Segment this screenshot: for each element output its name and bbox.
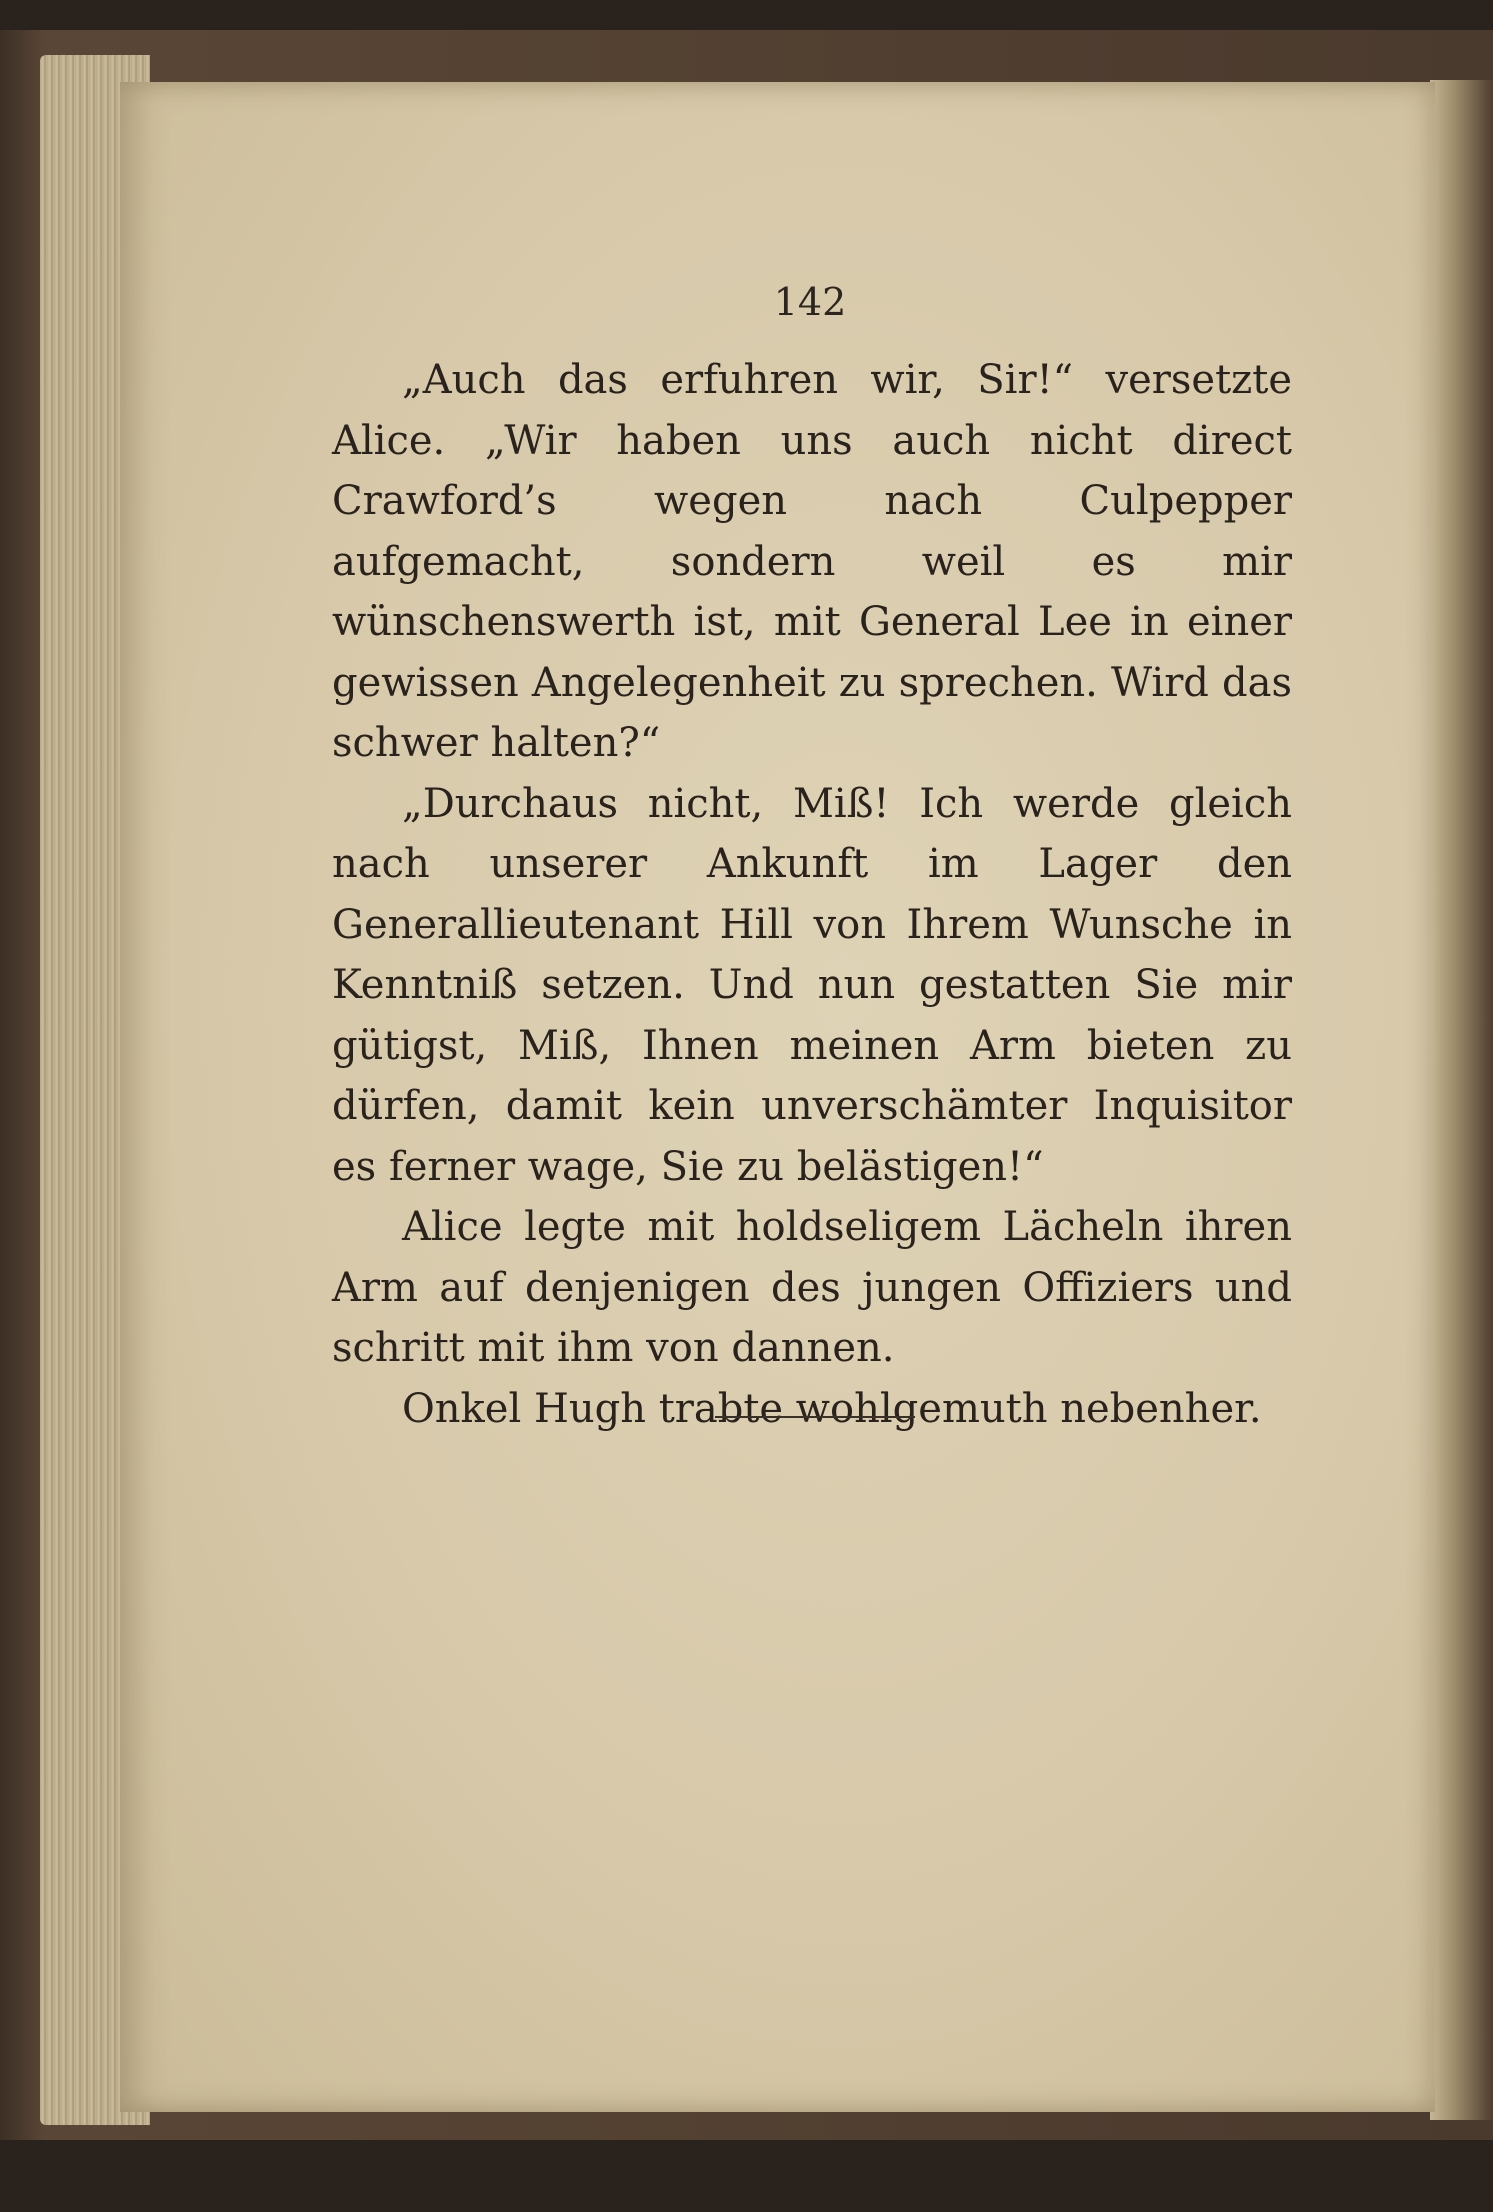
section-divider xyxy=(715,1416,915,1418)
paragraph-1: „Auch das erfuhren wir, Sir!“ versetzte Alice. „Wir haben uns auch nicht direct Crawford’s wegen nach Culpepper aufgemacht, sondern weil es mir wünschenswerth ist, mit General Lee in einer gewissen Angelegenheit zu sprechen. Wird das schwer halten?“ xyxy=(332,357,1292,766)
page-number: 142 xyxy=(773,280,847,324)
paragraph-2: „Durchaus nicht, Miß! Ich werde gleich nach unserer Ankunft im Lager den Generallieutenant Hill von Ihrem Wunsche in Kenntniß setzen. Und nun gestatten Sie mir gütigst, Miß, Ihnen meinen Arm bieten zu dürfen, damit kein unverschämter Inquisitor es ferner wage, Sie zu belästigen!“ xyxy=(332,780,1292,1190)
right-page-edge xyxy=(1430,80,1493,2120)
paragraph-3: Alice legte mit holdseligem Lächeln ihren Arm auf denjenigen des jungen Offiziers und schritt mit ihm von dannen. xyxy=(332,1204,1292,1371)
page-text xyxy=(332,350,1292,1439)
paragraph-4: Onkel Hugh trabte wohlgemuth nebenher. xyxy=(402,1385,1262,1432)
